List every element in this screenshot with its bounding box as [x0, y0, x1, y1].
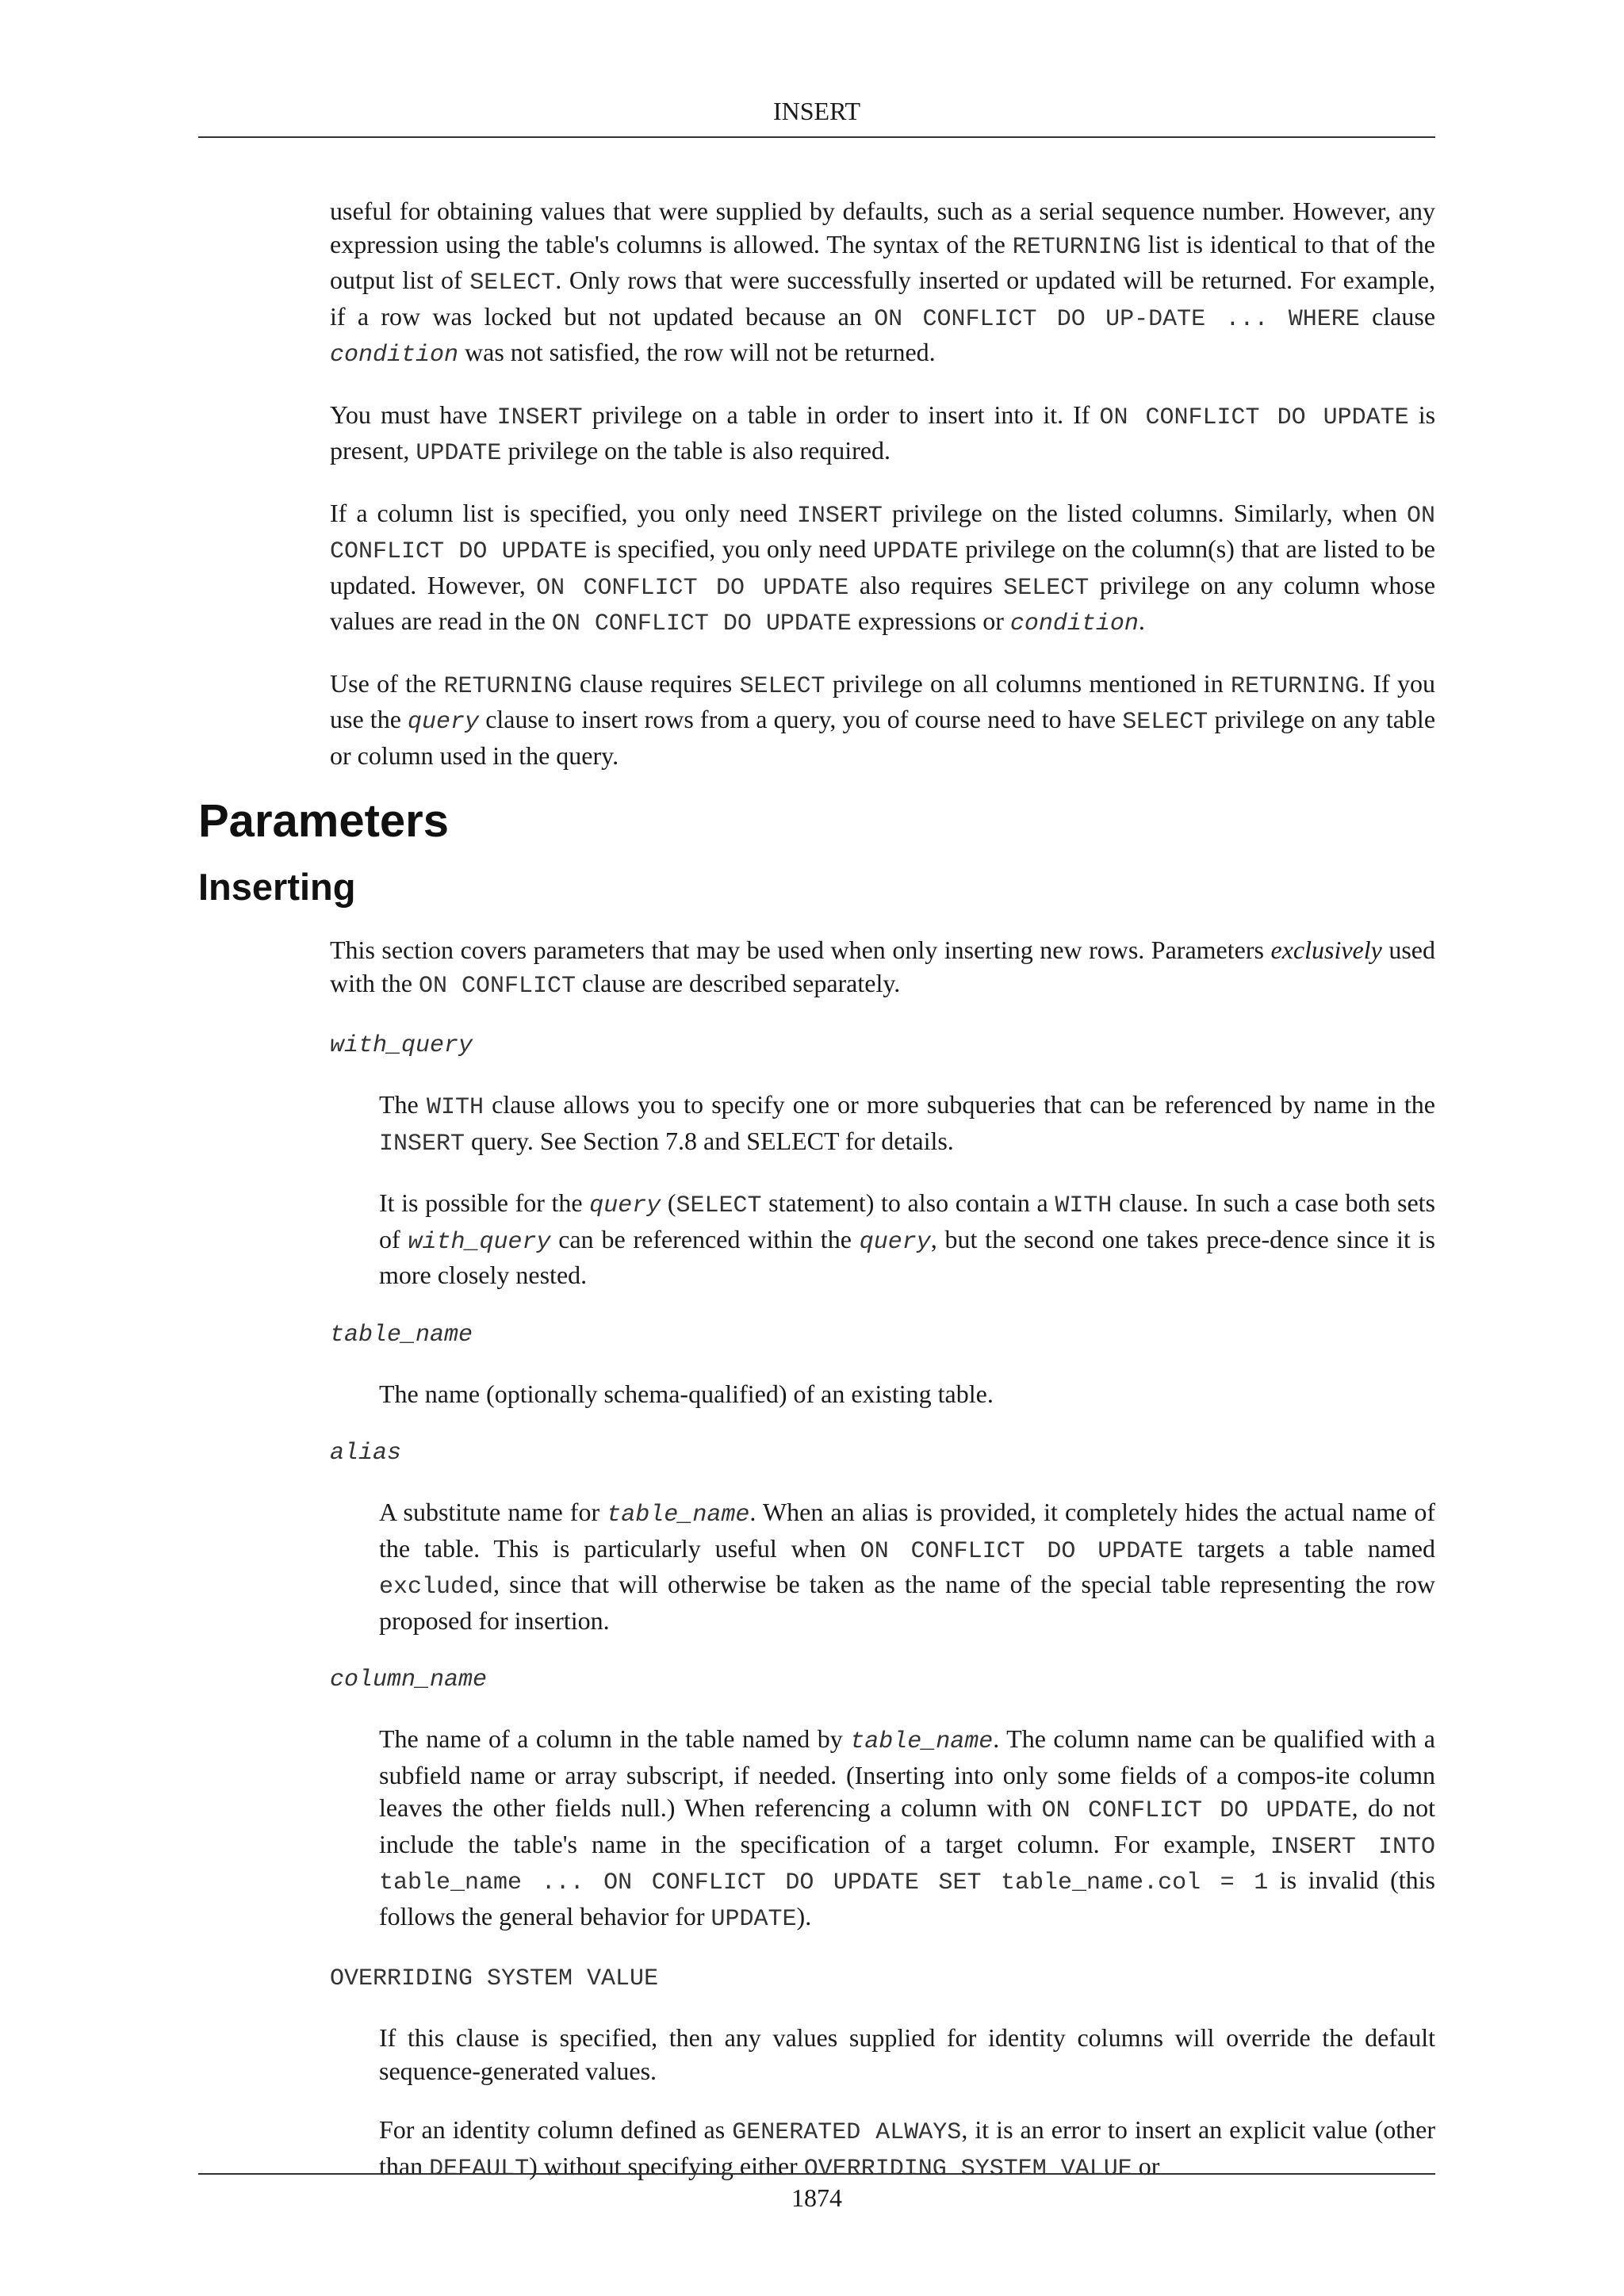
running-header: INSERT — [772, 97, 861, 125]
term-table-name: table_name — [330, 1321, 473, 1349]
header-rule — [198, 136, 1435, 138]
alias-paragraph: A substitute name for table_name. When an alias is provided, it completely hides the actual name of the table. This is particularly useful when ON CONFLICT DO UPDATE targets a table named excluded, since that will otherwise be taken as the name of the special table representing the row proposed for insertion. — [379, 1498, 1436, 1635]
term-column-name: column_name — [330, 1667, 488, 1693]
page-number: 1874 — [791, 2183, 842, 2212]
intro-paragraph-privilege: You must have INSERT privilege on a table in order to insert into it. If ON CONFLICT DO UPDATE is present, UPDATE privilege on the table is also required. — [330, 400, 1436, 467]
intro-paragraph-column-list: If a column list is specified, you only need INSERT privilege on the listed columns. Similarly, when ON CONFLICT DO UPDATE is specified, you only need UPDATE privilege on the column(s) that are listed to be updated. However, ON CONFLICT DO UPDATE also requires SELECT privilege on any column whose values are read in the ON CONFLICT DO UPDATE expressions or condition. — [330, 498, 1436, 637]
column-name-paragraph: The name of a column in the table named by table_name. The column name can be qualified with a subfield name or array subscript, if needed. (Inserting into only some fields of a compos-ite column leaves the other fields null.) When referencing a column with ON CONFLICT DO UPDATE, do not include the table's name in the specification of a target column. For example, INSERT INTO table_name ... ON CONFLICT DO UPDATE SET table_name.col = 1 is invalid (this follows the general behavior for UPDATE). — [379, 1724, 1436, 1933]
intro-paragraph-returning-privilege: Use of the RETURNING clause requires SELECT privilege on all columns mentioned in RETURNING. If you use the query clause to insert rows from a query, you of course need to have SELECT privilege on any table or column used in the query. — [330, 668, 1436, 770]
term-with-query: with_query — [330, 1032, 473, 1059]
definition-with-query — [379, 1089, 1435, 1292]
definition-table-name — [379, 1378, 1435, 1411]
table-name-paragraph: The name (optionally schema-qualified) of an existing table. — [379, 1379, 994, 1408]
page-content — [198, 195, 1435, 2186]
definition-overriding-system-value — [379, 2022, 1435, 2186]
section-heading-parameters: Parameters — [198, 795, 449, 847]
inserting-intro-paragraph: This section covers parameters that may be used when only inserting new rows. Parameters exclusively used with the ON CONFLICT clause are described separately. — [330, 936, 1436, 1000]
with-query-paragraph-2: It is possible for the query (SELECT statement) to also contain a WITH clause. In such a case both sets of with_query can be referenced within the query, but the second one takes prece-dence since it is more closely nested. — [379, 1188, 1436, 1289]
definition-alias — [379, 1496, 1435, 1637]
term-alias: alias — [330, 1440, 402, 1467]
footer-rule — [198, 2173, 1435, 2175]
overriding-system-value-paragraph-1: If this clause is specified, then any values supplied for identity columns will override the default sequence-generated values. — [379, 2023, 1435, 2085]
with-query-paragraph-1: The WITH clause allows you to specify one or more subqueries that can be referenced by name in the INSERT query. See Section 7.8 and SELECT for details. — [379, 1090, 1436, 1158]
subsection-heading-inserting: Inserting — [198, 866, 356, 908]
intro-paragraph-returning: useful for obtaining values that were supplied by defaults, such as a serial sequence number. However, any expression using the table's columns is allowed. The syntax of the RETURNING list is identical to that of the output list of SELECT. Only rows that were successfully inserted or updated will be returned. For example, if a row was locked but not updated because an ON CONFLICT DO UP-DATE ... WHERE clause condition was not satisfied, the row will not be returned. — [330, 197, 1436, 369]
overriding-system-value-paragraph-2: For an identity column defined as GENERATED ALWAYS, it is an error to insert an explicit value (other than DEFAULT) without specifying either OVERRIDING SYSTEM VALUE or — [379, 2115, 1436, 2183]
definition-column-name — [379, 1723, 1435, 1936]
term-overriding-system-value: OVERRIDING SYSTEM VALUE — [330, 1965, 659, 1992]
